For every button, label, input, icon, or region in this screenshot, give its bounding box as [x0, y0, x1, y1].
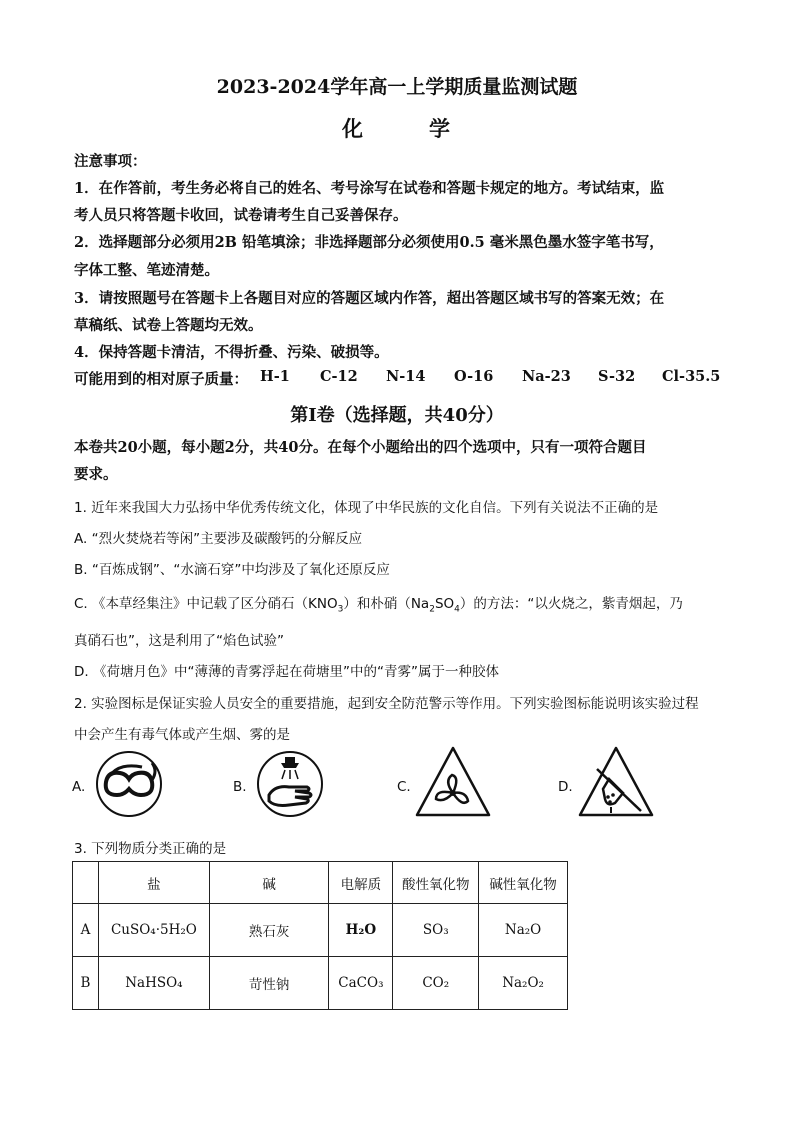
table-row [73, 904, 568, 957]
table-header-cell: 碱 [209, 862, 329, 904]
notice-line: 3．请按照题号在答题卡上各题目对应的答题区域内作答，超出答题区域书写的答案无效；在 [74, 290, 665, 307]
q3-stem: 3. 下列物质分类正确的是 [74, 841, 227, 857]
q1-option-c-cont: 真硝石也”，这是利用了“焰色试验” [74, 633, 284, 649]
table-header-row [73, 862, 568, 904]
table-header-cell: 盐 [98, 862, 209, 904]
row-label: B [73, 957, 99, 1010]
table-header-cell: 酸性氧化物 [393, 862, 479, 904]
notice-line: 考人员只将答题卡收回，试卷请考生自己妥善保存。 [74, 207, 408, 224]
fan-ventilation-icon [414, 745, 492, 823]
base-cell: 苛性钠 [209, 957, 329, 1010]
q2-option-b-label: B. [233, 779, 247, 795]
table-header-cell: 碱性氧化物 [479, 862, 568, 904]
exam-title: 2023-2024学年高一上学期质量监测试题 [216, 76, 578, 98]
q2-option-c-label: C. [397, 779, 411, 795]
q2-option-d-label: D. [558, 779, 573, 795]
base-cell: 熟石灰 [209, 904, 329, 957]
wash-hands-icon [255, 749, 325, 823]
notice-line: 2．选择题部分必须用2B 铅笔填涂；非选择题部分必须使用0.5 毫米黑色墨水签字笔书写， [74, 234, 664, 251]
electrolyte-cell: H₂O [329, 904, 393, 957]
acid-oxide-cell: CO₂ [393, 957, 479, 1010]
q2-option-a-label: A. [72, 779, 86, 795]
goggles-icon [94, 749, 164, 823]
acid-oxide-cell: SO₃ [393, 904, 479, 957]
q1-option-a: A. “烈火焚烧若等闲”主要涉及碳酸钙的分解反应 [74, 531, 363, 547]
atomic-masses: 可能用到的相对原子质量： H-1 C-12 N-14 O-16 Na-23 S-32 Cl-35.5 [74, 368, 721, 388]
q1-option-d: D. 《荷塘月色》中“薄薄的青雾浮起在荷塘里”中的“青雾”属于一种胶体 [74, 664, 499, 680]
classification-table [72, 861, 568, 1010]
subject-title: 化 学 [342, 116, 452, 141]
notice-line: 4．保持答题卡清洁，不得折叠、污染、破损等。 [74, 344, 389, 361]
notice-heading: 注意事项： [74, 153, 147, 170]
q1-option-b: B. “百炼成钢”、“水滴石穿”中均涉及了氧化还原反应 [74, 562, 390, 578]
table-header-cell [73, 862, 99, 904]
basic-oxide-cell: Na₂O₂ [479, 957, 568, 1010]
notice-line: 字体工整、笔迹清楚。 [74, 262, 219, 279]
notice-line: 草稿纸、试卷上答题均无效。 [74, 317, 263, 334]
electrolyte-cell: CaCO₃ [329, 957, 393, 1010]
row-label: A [73, 904, 99, 957]
salt-cell: CuSO₄·5H₂O [98, 904, 209, 957]
q1-stem: 1. 近年来我国大力弘扬中华优秀传统文化，体现了中华民族的文化自信。下列有关说法不正确的是 [74, 500, 659, 516]
corrosive-icon [577, 745, 655, 823]
basic-oxide-cell: Na₂O [479, 904, 568, 957]
table-header-cell: 电解质 [329, 862, 393, 904]
q1-option-c: C. 《本草经集注》中记载了区分硝石$(KNO_3)$和朴硝$(Na_2SO_4)$的方法：“以火烧之，紫青烟起，乃 [74, 596, 683, 615]
section-intro: 要求。 [74, 466, 118, 483]
q2-stem-cont: 中会产生有毒气体或产生烟、雾的是 [74, 727, 290, 743]
section-intro: 本卷共20小题，每小题2分，共40分。在每个小题给出的四个选项中，只有一项符合题目 [74, 439, 647, 456]
q2-stem: 2. 实验图标是保证实验人员安全的重要措施，起到安全防范警示等作用。下列实验图标能说明该实验过程 [74, 696, 699, 712]
section-title: 第Ⅰ卷（选择题，共40分） [290, 405, 504, 426]
table-row [73, 957, 568, 1010]
notice-line: 1．在作答前，考生务必将自己的姓名、考号涂写在试卷和答题卡规定的地方。考试结束，监 [74, 180, 665, 197]
salt-cell: NaHSO₄ [98, 957, 209, 1010]
